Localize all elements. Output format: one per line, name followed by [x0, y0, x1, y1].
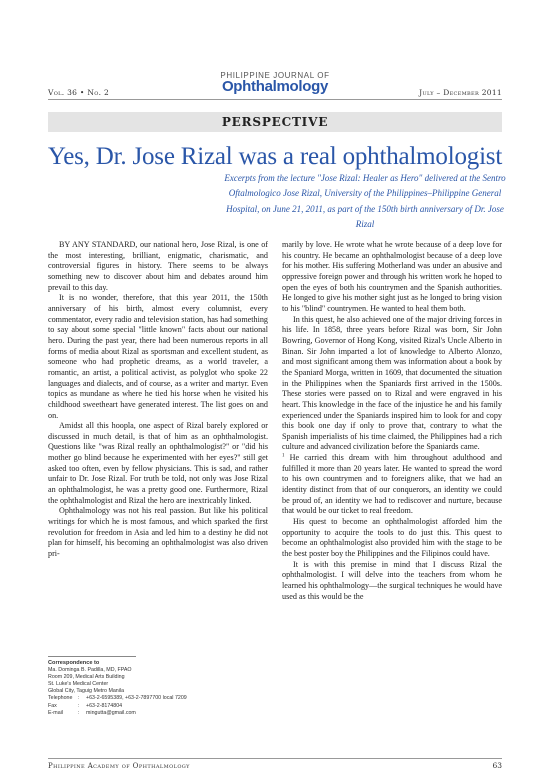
- correspondence-heading: Correspondence to: [48, 660, 100, 666]
- paragraph: His quest to become an ophthalmologist afforded him the opportunity to acquire the tools to do just this. This quest to become an ophthalmologist also provided him with the stage to be the best poster boy the Philippines and the Filipinos could have.: [282, 517, 502, 559]
- article-title: Yes, Dr. Jose Rizal was a real ophthalmologist: [47, 143, 503, 170]
- correspondence-line: Global City, Taguig Metro Manila: [48, 688, 125, 695]
- contact-row: [48, 710, 268, 717]
- contact-colon: :: [78, 695, 80, 702]
- contact-key: Fax: [48, 702, 57, 709]
- contact-key: E-mail: [48, 709, 64, 716]
- correspondence-block: [48, 660, 268, 717]
- contact-row: [48, 703, 268, 710]
- correspondence-line: Room 209, Medical Arts Building: [48, 674, 125, 681]
- issue-date: July – December 2011: [419, 88, 502, 97]
- paragraph-continued: [282, 453, 502, 517]
- contact-row: [48, 695, 268, 702]
- correspondence-rule: [48, 656, 136, 657]
- contact-value: +63-2-6595389, +63-2-7897700 local 7209: [86, 695, 187, 702]
- correspondence-line: Ma. Dominga B. Padilla, MD, FPAO: [48, 667, 132, 674]
- correspondence-line: St. Luke's Medical Center: [48, 681, 109, 688]
- paragraph: Amidst all this hoopla, one aspect of Rizal barely explored or discussed in much detail, is that of him as an ophthalmologist. Questions like "was Rizal really an ophthalmologist?" or "did his mother go blind because he experimented with her eyes?" still get asked too often, even by fellow physicians. This is sad, and rather unfair to Dr. Jose Rizal. For truth be told, not only was Jose Rizal an ophthalmologist, he was a pretty good one. Furthermore, Rizal the ophthalmologist and Rizal the hero are inextricably linked.: [48, 421, 268, 505]
- paragraph: BY ANY STANDARD, our national hero, Jose Rizal, is one of the most interesting, brilliant, enigmatic, charismatic, and controversial figures in history. There seems to be always something new to discover about him and debates around him prevail to this day.: [48, 240, 268, 292]
- article-excerpt: Excerpts from the lecture "Jose Rizal: Healer as Hero" delivered at the Sentro Oftalmologico Jose Rizal, University of the Philippines–Philippine General Hospital, on June 21, 2011, as part of the 150th birth anniversary of Dr. Jose Rizal: [224, 173, 506, 230]
- header-rule: [48, 99, 502, 100]
- contact-colon: :: [78, 702, 80, 709]
- paragraph: It is no wonder, therefore, that this year 2011, the 150th anniversary of his birth, almost every columnist, every commentator, every radio and television station, has had something to say about some special "little known" facts about our national hero. During the past year, there had been numerous reports in all forms of media about Rizal as sportsman and excellent student, as someone who had prophetic dreams, as a world traveler, a romantic, an artist, a political activist, as polyglot who spoke 22 languages and dialects, and of course, as a writer and martyr. Even topics as mundane as where he tied his horse when he visited his childhood sweetheart have generated interest. The list goes on and on.: [48, 293, 268, 420]
- footnote-ref: 1: [282, 453, 285, 459]
- volume-info: Vol. 36 • No. 2: [48, 88, 110, 97]
- contact-value: +63-2-8174804: [86, 702, 123, 709]
- contact-colon: :: [78, 709, 80, 716]
- journal-logo: Ophthalmology: [221, 78, 329, 95]
- contact-key: Telephone: [48, 695, 73, 702]
- paragraph: Ophthalmology was not his real passion. But like his political writings for which he is most famous, and which sparked the first revolution for freedom in Asia and led him to a destiny he did not plan for himself, his becoming an ophthalmologist was also driven pri-: [48, 506, 268, 559]
- contact-email[interactable]: mingutta@gmail.com: [86, 709, 136, 716]
- paragraph-text: He carried this dream with him throughout adulthood and fulfilled it more than 20 years later. He wanted to spread the word to his own countrymen and to foreigners alike, that we had an identity distinct from that of our conquerors, an identity we could be proud of, an identity we had to rediscover and nurture, because that would be our ticket to real freedom.: [282, 453, 502, 516]
- paragraph: In this quest, he also achieved one of the major driving forces in his life. In 1858, three years before Rizal was born, Sir John Bowring, Governor of Hong Kong, visited Rizal's Uncle Alberto in Binan. Sir John imparted a lot of knowledge to Alberto Alonzo, and most significant among them was information about a book by the Spaniard Morga, written in 1609, that documented the situation in the Philippines when the Spaniards first arrived in the 1500s. These stories were passed on to Rizal and were engraved in his heart. This knowledge in the face of the injustice he and his family experienced under the Spaniards inspired him to look for and copy this book one day if only to prove that, contrary to what the Spanish imperialists of his time claimed, the Philippines had a rich culture and advanced civilization before the Spaniards came.: [282, 314, 502, 452]
- paragraph: marily by love. He wrote what he wrote because of a deep love for his country. He became an ophthalmologist because of a deep love for his mother. His suffering Motherland was under an abusive and oppressive foreign power and through his written work he hoped to open the eyes of both his countrymen and the Spanish authorities. He longed to give his mother sight just as he longed to bring vision to his "blind" countrymen. He wanted to heal them both.: [282, 240, 502, 313]
- page-number: 63: [492, 761, 502, 770]
- footer-rule: [48, 758, 502, 759]
- footer-publisher: Philippine Academy of Ophthalmology: [48, 762, 190, 770]
- journal-kicker: PHILIPPINE JOURNAL OF: [220, 71, 330, 80]
- body-column-right: [282, 240, 502, 602]
- section-label: PERSPECTIVE: [48, 112, 502, 132]
- body-column-left: [48, 240, 268, 560]
- paragraph: It is with this premise in mind that I discuss Rizal the ophthalmologist. I will delve into the teachers from whom he learned his ophthalmology—the surgical techniques he would have used as this would be the: [282, 559, 502, 601]
